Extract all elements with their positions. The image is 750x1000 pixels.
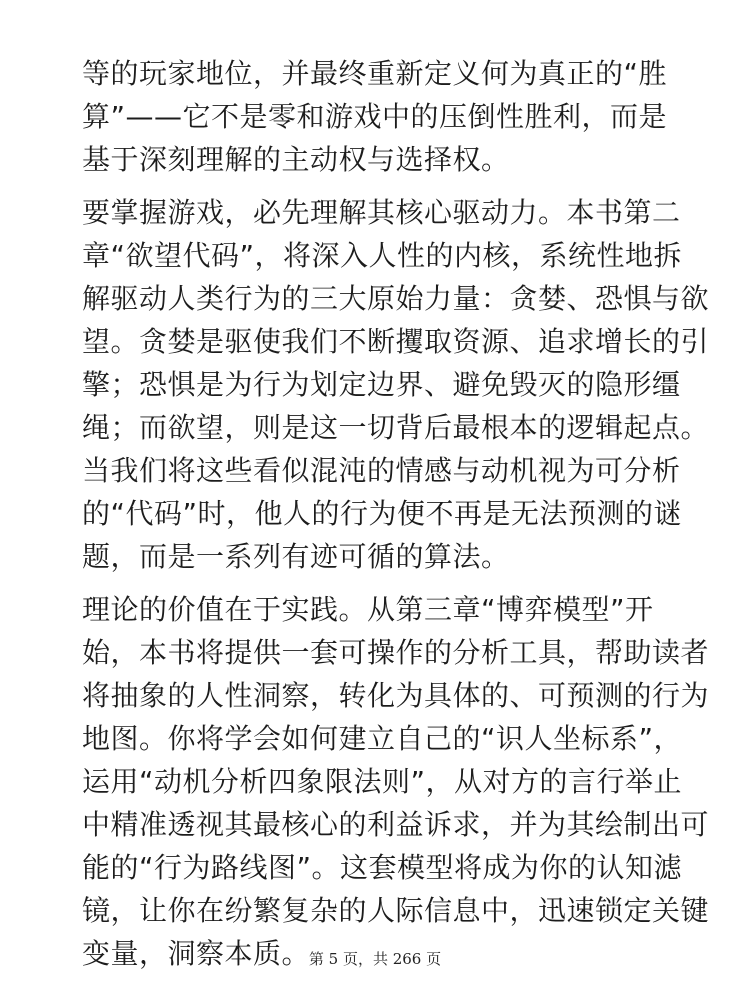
text-line: 当我们将这些看似混沌的情感与动机视为可分析 bbox=[82, 454, 681, 487]
text-line: 望。贪婪是驱使我们不断攫取资源、追求增长的引 bbox=[82, 325, 710, 358]
text-line: 算”——它不是零和游戏中的压倒性胜利，而是 bbox=[82, 100, 668, 133]
text-line: 将抽象的人性洞察，转化为具体的、可预测的行为 bbox=[82, 679, 710, 712]
paragraph-1 bbox=[82, 52, 682, 181]
text-line: 镜，让你在纷繁复杂的人际信息中，迅速锁定关键 bbox=[82, 894, 710, 927]
paragraph-3 bbox=[82, 588, 710, 975]
text-line: 始，本书将提供一套可操作的分析工具，帮助读者 bbox=[82, 636, 710, 669]
text-line: 章“欲望代码”，将深入人性的内核，系统性地拆 bbox=[82, 239, 683, 272]
text-line: 题，而是一系列有迹可循的算法。 bbox=[82, 540, 510, 573]
text-line: 变量，洞察本质。 bbox=[82, 937, 311, 970]
text-line: 等的玩家地位，并最终重新定义何为真正的“胜 bbox=[82, 57, 668, 90]
text-line: 绳；而欲望，则是这一切背后最根本的逻辑起点。 bbox=[82, 411, 710, 444]
text-line: 解驱动人类行为的三大原始力量：贪婪、恐惧与欲 bbox=[82, 282, 710, 315]
text-line: 运用“动机分析四象限法则”，从对方的言行举止 bbox=[82, 765, 683, 798]
text-line: 理论的价值在于实践。从第三章“博弈模型”开 bbox=[82, 593, 654, 626]
text-line: 擎；恐惧是为行为划定边界、避免毁灭的隐形缰 bbox=[82, 368, 681, 401]
paragraph-2 bbox=[82, 191, 710, 578]
text-line: 中精准透视其最核心的利益诉求，并为其绘制出可 bbox=[82, 808, 710, 841]
text-line: 基于深刻理解的主动权与选择权。 bbox=[82, 143, 510, 176]
text-line: 地图。你将学会如何建立自己的“识人坐标系”， bbox=[82, 722, 683, 755]
page-number-footer: 第 5 页，共 266 页 bbox=[308, 950, 442, 968]
text-line: 的“代码”时，他人的行为便不再是无法预测的谜 bbox=[82, 497, 683, 530]
text-line: 能的“行为路线图”。这套模型将成为你的认知滤 bbox=[82, 851, 683, 884]
text-line: 要掌握游戏，必先理解其核心驱动力。本书第二 bbox=[82, 196, 681, 229]
body-text bbox=[82, 52, 710, 985]
